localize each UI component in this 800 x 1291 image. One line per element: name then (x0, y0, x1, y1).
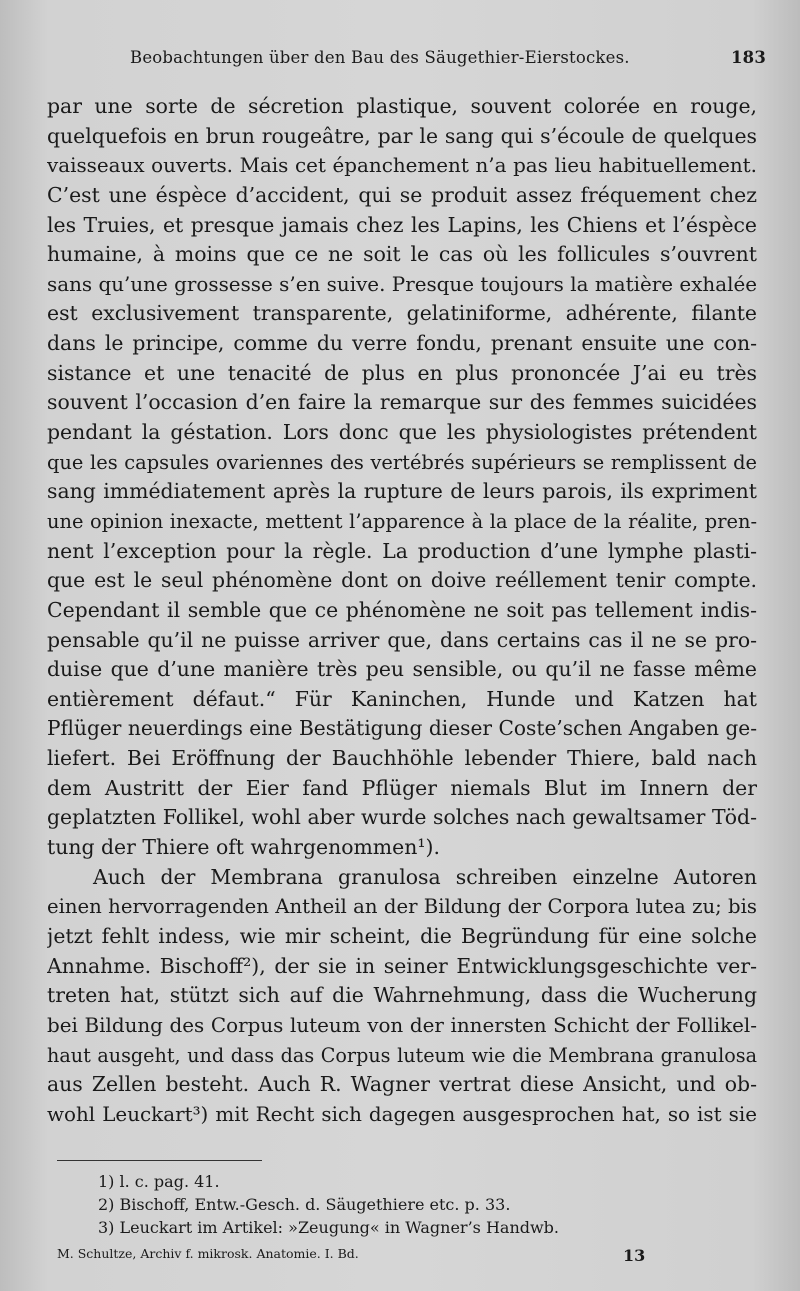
text-line: que les capsules ovariennes des vertébrés supérieurs se remplissent de (47, 450, 757, 474)
running-title: Beobachtungen über den Bau des Säugethier-Eierstockes. (130, 48, 630, 67)
footnote: 2) Bischoff, Entw.-Gesch. d. Säugethiere etc. p. 33. (98, 1195, 511, 1214)
page-header (130, 48, 766, 74)
body-text (47, 92, 757, 1129)
text-line: vaisseaux ouverts. Mais cet épanchement n’a pas lieu habituellement. (47, 154, 757, 178)
text-line: jetzt fehlt indess, wie mir scheint, die Begründung für eine solche (47, 923, 757, 948)
text-line: sistance et une tenacité de plus en plus prononcée J’ai eu très (47, 360, 757, 385)
text-line: wohl Leuckart³) mit Recht sich dagegen ausgesprochen hat, so ist sie (47, 1102, 757, 1126)
text-line: les Truies, et presque jamais chez les Lapins, les Chiens et l’éspèce (47, 212, 757, 237)
footnote: 1) l. c. pag. 41. (98, 1172, 220, 1191)
text-line: geplatzten Follikel, wohl aber wurde solches nach gewaltsamer Töd- (47, 805, 757, 830)
text-line: quelquefois en brun rougeâtre, par le sang qui s’écoule de quelques (47, 123, 757, 148)
text-line: treten hat, stützt sich auf die Wahrnehmung, dass die Wucherung (47, 983, 757, 1008)
text-line: nent l’exception pour la règle. La production d’une lymphe plasti- (47, 538, 757, 563)
text-line: Pflüger neuerdings eine Bestätigung dieser Coste’schen Angaben ge- (47, 716, 757, 741)
text-line: sans qu’une grossesse s’en suive. Presque toujours la matière exhalée (47, 272, 757, 296)
text-line: C’est une éspèce d’accident, qui se produit assez fréquement chez (47, 182, 757, 207)
text-line: liefert. Bei Eröffnung der Bauchhöhle lebender Thiere, bald nach (47, 746, 757, 771)
text-line: sang immédiatement après la rupture de leurs parois, ils expriment (47, 479, 757, 504)
text-line: pensable qu’il ne puisse arriver que, dans certains cas il ne se pro- (47, 627, 757, 652)
text-line: humaine, à moins que ce ne soit le cas où les follicules s’ouvrent (47, 242, 757, 267)
page-number: 183 (730, 48, 766, 67)
text-line: Annahme. Bischoff²), der sie in seiner Entwicklungsgeschichte ver- (47, 953, 757, 978)
footnote-divider (57, 1160, 262, 1161)
text-line: par une sorte de sécretion plastique, souvent colorée en rouge, (47, 94, 757, 118)
text-line: souvent l’occasion d’en faire la remarque sur des femmes suicidées (47, 390, 757, 415)
footnote: 3) Leuckart im Artikel: »Zeugung« in Wagner’s Handwb. (98, 1218, 560, 1237)
text-line: duise que d’une manière très peu sensible, ou qu’il ne fasse même (47, 657, 757, 682)
text-line: Auch der Membrana granulosa schreiben einzelne Autoren (93, 864, 757, 889)
text-line: que est le seul phénomène dont on doive reéllement tenir compte. (47, 568, 757, 593)
journal-signature: M. Schultze, Archiv f. mikrosk. Anatomie. I. Bd. (57, 1246, 359, 1261)
text-line: dem Austritt der Eier fand Pflüger niemals Blut im Innern der (47, 775, 757, 800)
text-line: aus Zellen besteht. Auch R. Wagner vertrat diese Ansicht, und ob- (47, 1072, 757, 1097)
text-line: bei Bildung des Corpus luteum von der innersten Schicht der Follikel- (47, 1013, 757, 1037)
text-line: pendant la géstation. Lors donc que les physiologistes prétendent (47, 420, 757, 445)
text-line: est exclusivement transparente, gelatiniforme, adhérente, filante (47, 301, 757, 326)
sheet-number: 13 (623, 1246, 646, 1265)
printer-signature-line (57, 1246, 657, 1266)
text-line: dans le principe, comme du verre fondu, prenant ensuite une con- (47, 331, 757, 356)
footnotes (98, 1170, 698, 1239)
text-line: entièrement défaut.“ Für Kaninchen, Hunde und Katzen hat (47, 686, 757, 711)
text-line: tung der Thiere oft wahrgenommen¹). (47, 835, 440, 860)
text-line: einen hervorragenden Antheil an der Bildung der Corpora lutea zu; bis (47, 895, 757, 919)
text-line: une opinion inexacte, mettent l’apparence à la place de la réalite, pren- (47, 509, 757, 533)
text-line: haut ausgeht, und dass das Corpus luteum wie die Membrana granulosa (47, 1043, 757, 1067)
text-line: Cependant il semble que ce phénomène ne soit pas tellement indis- (47, 597, 757, 622)
